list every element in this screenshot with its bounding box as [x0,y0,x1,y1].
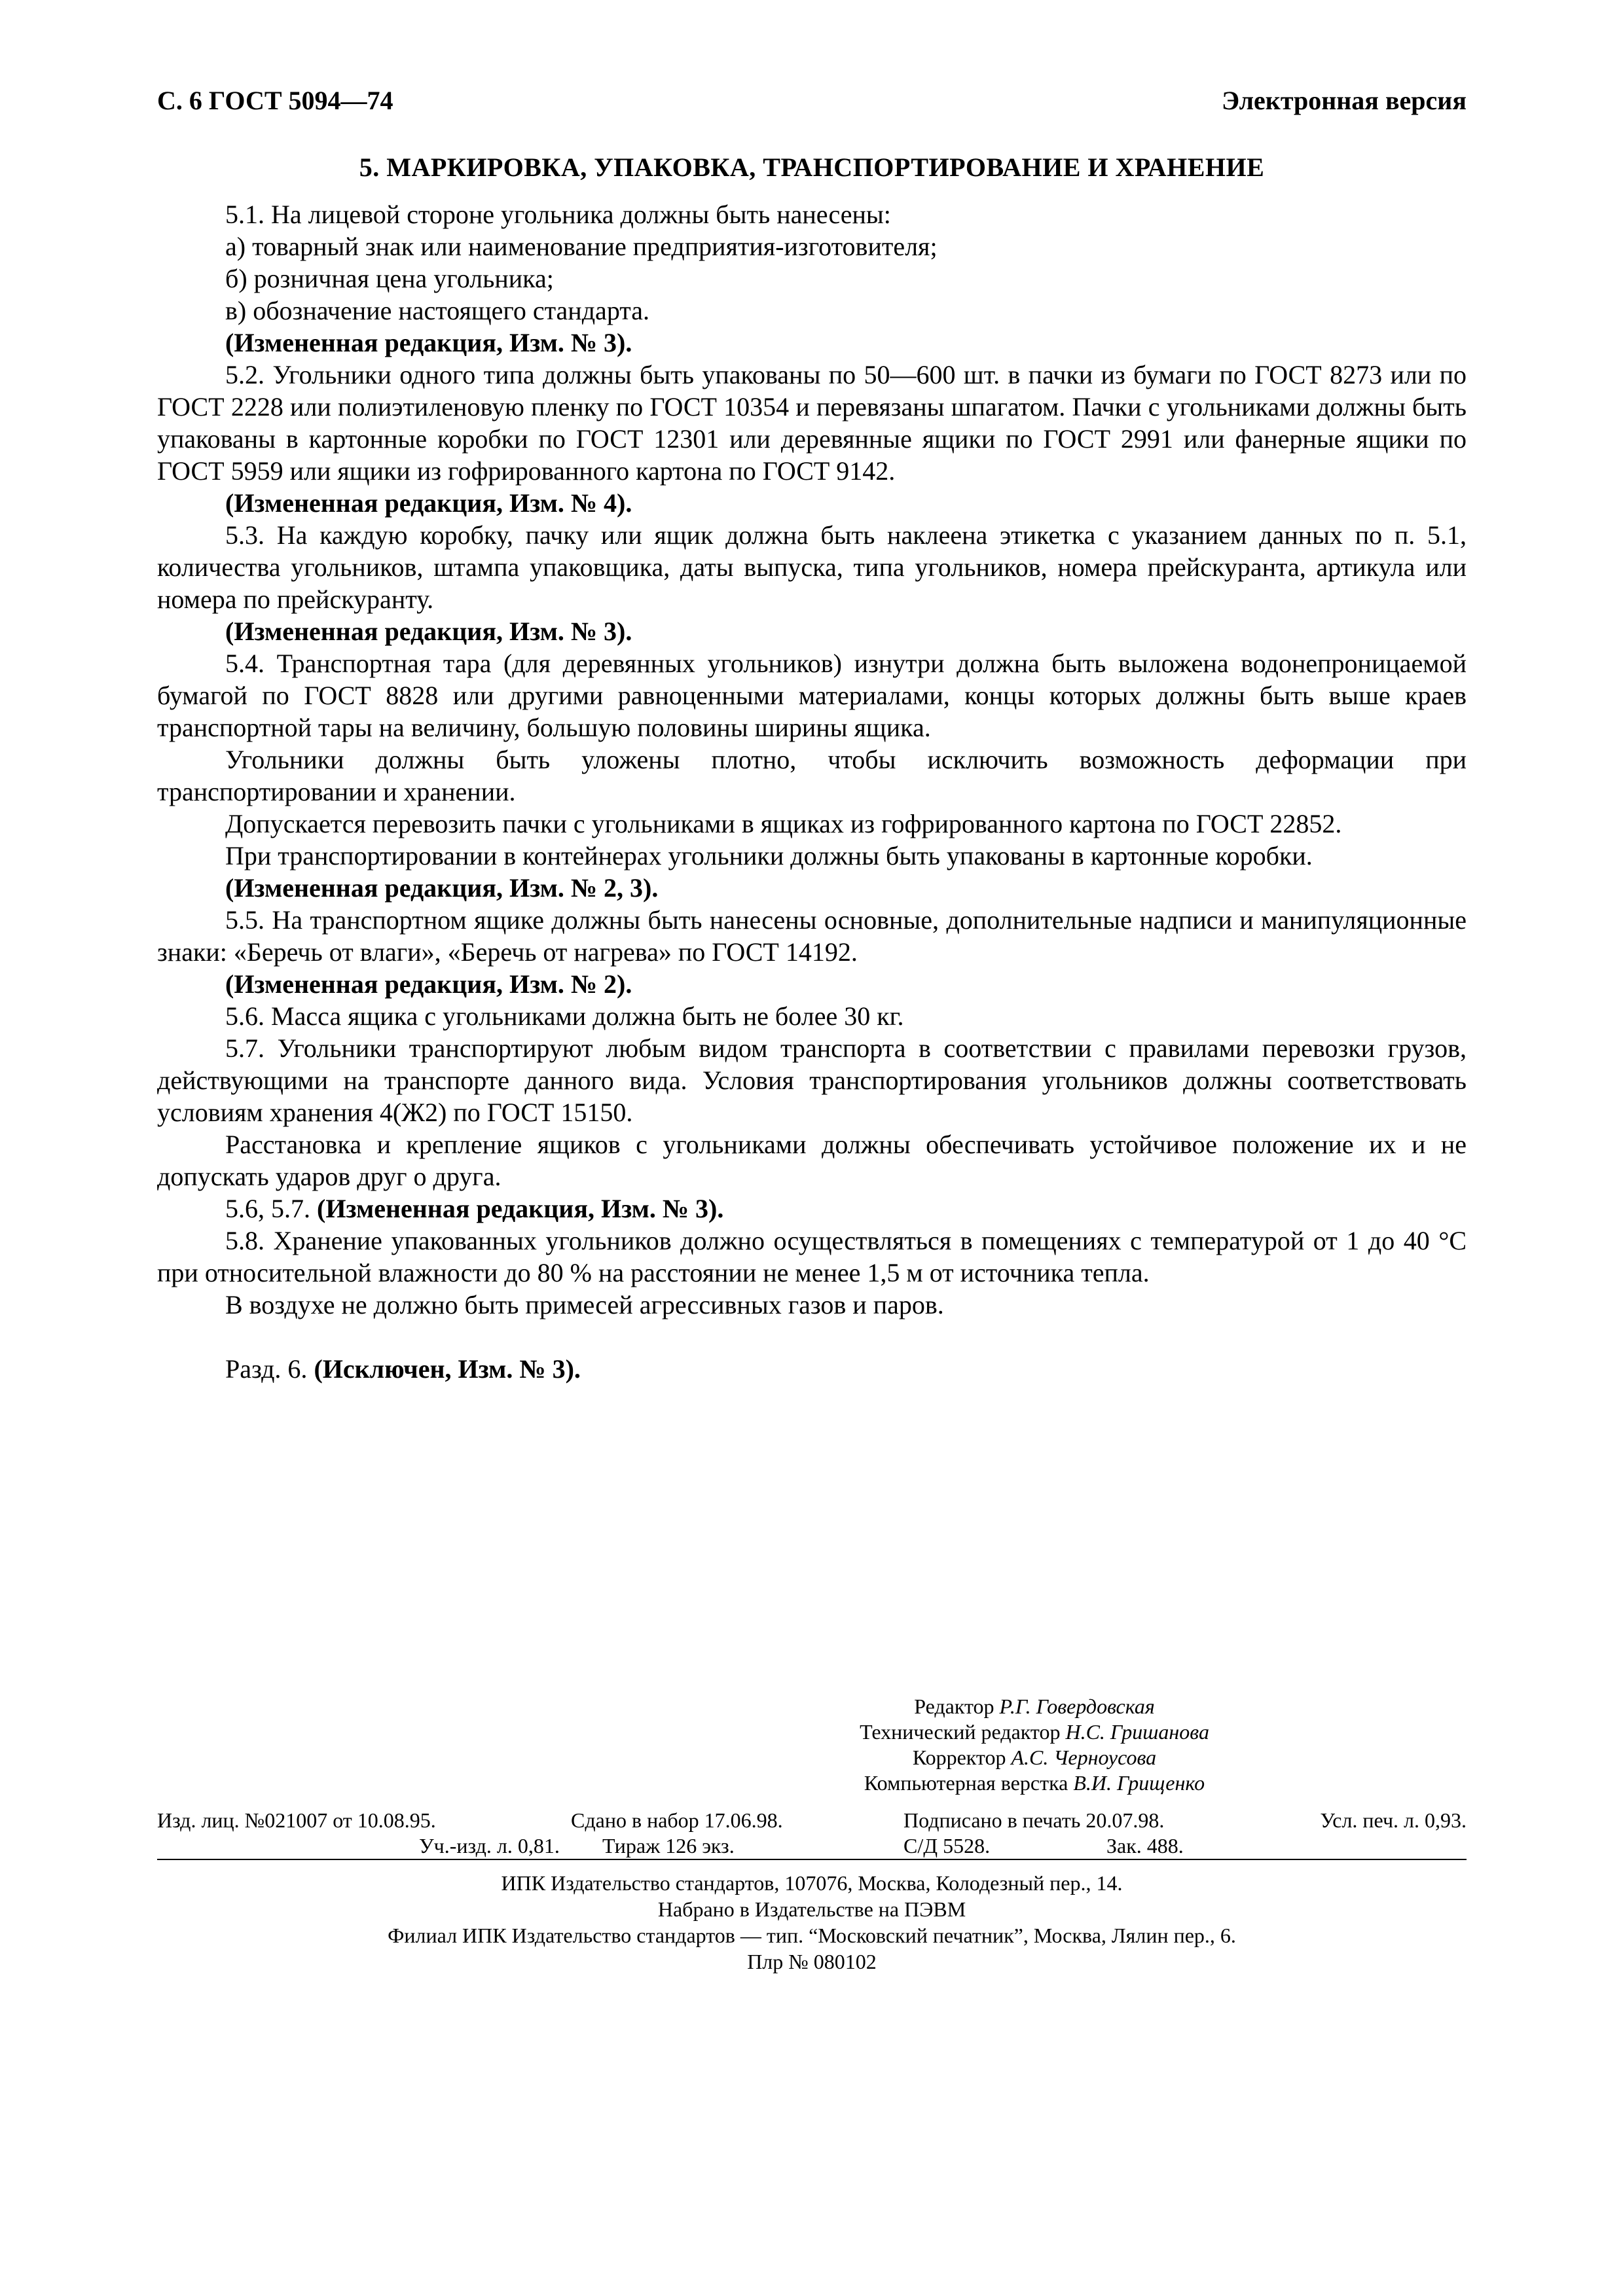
credit-proofreader: Корректор А.С. Черноусова [912,1746,1157,1769]
credit-layout: Компьютерная верстка В.И. Грищенко [864,1771,1205,1795]
section-title: 5. МАРКИРОВКА, УПАКОВКА, ТРАНСПОРТИРОВАНИЕ И ХРАНЕНИЕ [359,152,1265,182]
credit-editor: Редактор Р.Г. Говердовская [914,1695,1155,1718]
imprint-publisher-sheets: Уч.-изд. л. 0,81. [419,1834,560,1857]
paragraph-5-3: 5.3. На каждую коробку, пачку или ящик должна быть наклеена этикетка с указанием данных по п. 5.1, количества угольников, штампа упаковщика, даты выпуска, типа угольников, номера прейскуранта, артикула или номера по прейскуранту. [157,520,1467,614]
imprint-row-2 [157,1833,1467,1859]
list-item-a: а) товарный знак или наименование предприятия-изготовителя; [225,232,938,261]
page-header [157,79,1467,124]
change-note-5-6-5-7-ref: 5.6, 5.7. [225,1194,310,1223]
imprint-divider [157,1859,1467,1860]
paragraph-5-4-packing: Угольники должны быть уложены плотно, чтобы исключить возможность деформации при транспортировании и хранении. [157,745,1467,806]
paragraph-5-5: 5.5. На транспортном ящике должны быть нанесены основные, дополнительные надписи и манипуляционные знаки: «Беречь от влаги», «Беречь от нагрева» по ГОСТ 14192. [157,905,1467,967]
paragraph-5-7: 5.7. Угольники транспортируют любым видом транспорта в соответствии с правилами перевозки грузов, действующими на транспорте данного вида. Условия транспортирования угольников должны соответствовать условиям хранения 4(Ж2) по ГОСТ 15150. [157,1033,1467,1127]
imprint-run: Тираж 126 экз. [602,1834,735,1857]
change-note-5-5: (Измененная редакция, Изм. № 2). [225,969,632,999]
list-item-c: в) обозначение настоящего стандарта. [225,296,650,325]
imprint-order: Зак. 488. [1106,1834,1184,1857]
imprint-print-date: Подписано в печать 20.07.98. [903,1808,1165,1832]
paragraph-5-2: 5.2. Угольники одного типа должны быть упакованы по 50—600 шт. в пачки из бумаги по ГОСТ 8273 или по ГОСТ 2228 или полиэтиленовую пленку по ГОСТ 10354 и перевязаны шпагатом. Пачки с угольниками должны быть упакованы в картонные коробки по ГОСТ 12301 или деревянные ящики по ГОСТ 2991 или фанерные ящики по ГОСТ 5959 или ящики из гофрированного картона по ГОСТ 9142. [157,360,1467,486]
section-6-note [157,1353,1467,1385]
paragraph-5-4: 5.4. Транспортная тара (для деревянных угольников) изнутри должна быть выложена водонепроницаемой бумагой по ГОСТ 8828 или другими равноценными материалами, концы которых должны быть выше краев транспортной тары на величину, большую половины ширины ящика. [157,649,1467,742]
page-header-standard: С. 6 ГОСТ 5094—74 [157,86,393,115]
publisher-line-1: ИПК Издательство стандартов, 107076, Москва, Колодезный пер., 14. [501,1871,1123,1895]
paragraph-5-8-air: В воздухе не должно быть примесей агрессивных газов и паров. [225,1290,944,1319]
change-note-5-3: (Измененная редакция, Изм. № 3). [225,617,632,646]
credits-block [157,1694,1467,1796]
paragraph-5-7-fastening: Расстановка и крепление ящиков с угольниками должны обеспечивать устойчивое положение их и не допускать ударов друг о друга. [157,1130,1467,1191]
change-note-5-2: (Измененная редакция, Изм. № 4). [225,488,632,518]
credit-tech-editor: Технический редактор Н.С. Гришанова [860,1720,1209,1744]
imprint-block [157,1808,1467,1859]
change-note-5-6-5-7 [157,1193,1467,1225]
imprint-print-sheets: Усл. печ. л. 0,93. [1320,1808,1467,1832]
publisher-block [157,1870,1467,1975]
section-body [157,198,1467,1385]
paragraph-5-4-containers: При транспортировании в контейнерах угольники должны быть упакованы в картонные коробки. [225,841,1313,870]
paragraph-5-4-carton: Допускается перевозить пачки с угольниками в ящиках из гофрированного картона по ГОСТ 22852. [225,809,1342,838]
paragraph-5-8: 5.8. Хранение упакованных угольников должно осуществляться в помещениях с температурой от 1 до 40 °С при относительной влажности до 80 % на расстоянии не менее 1,5 м от источника тепла. [157,1226,1467,1287]
imprint-license: Изд. лиц. №021007 от 10.08.95. [157,1808,436,1832]
section-6-excluded: (Исключен, Изм. № 3). [314,1354,581,1384]
publisher-line-3: Филиал ИПК Издательство стандартов — тип. “Московский печатник”, Москва, Лялин пер., 6. [388,1924,1236,1947]
imprint-typeset-date: Сдано в набор 17.06.98. [571,1808,783,1832]
publisher-line-4: Плр № 080102 [747,1950,877,1973]
change-note-5-6-5-7-text: (Измененная редакция, Изм. № 3). [317,1194,724,1223]
imprint-row-1 [157,1808,1467,1833]
publisher-line-2: Набрано в Издательстве на ПЭВМ [657,1897,966,1921]
change-note-5-4: (Измененная редакция, Изм. № 2, 3). [225,873,659,903]
change-note-5-1: (Измененная редакция, Изм. № 3). [225,328,632,357]
list-item-b: б) розничная цена угольника; [225,264,554,293]
paragraph-5-1: 5.1. На лицевой стороне угольника должны быть нанесены: [225,200,891,229]
imprint-sd: С/Д 5528. [903,1834,991,1857]
page-header-version: Электронная версия [1221,86,1467,115]
section-6-ref: Разд. 6. [225,1354,308,1384]
document-page [157,79,1467,1973]
paragraph-5-6: 5.6. Масса ящика с угольниками должна быть не более 30 кг. [225,1001,904,1031]
